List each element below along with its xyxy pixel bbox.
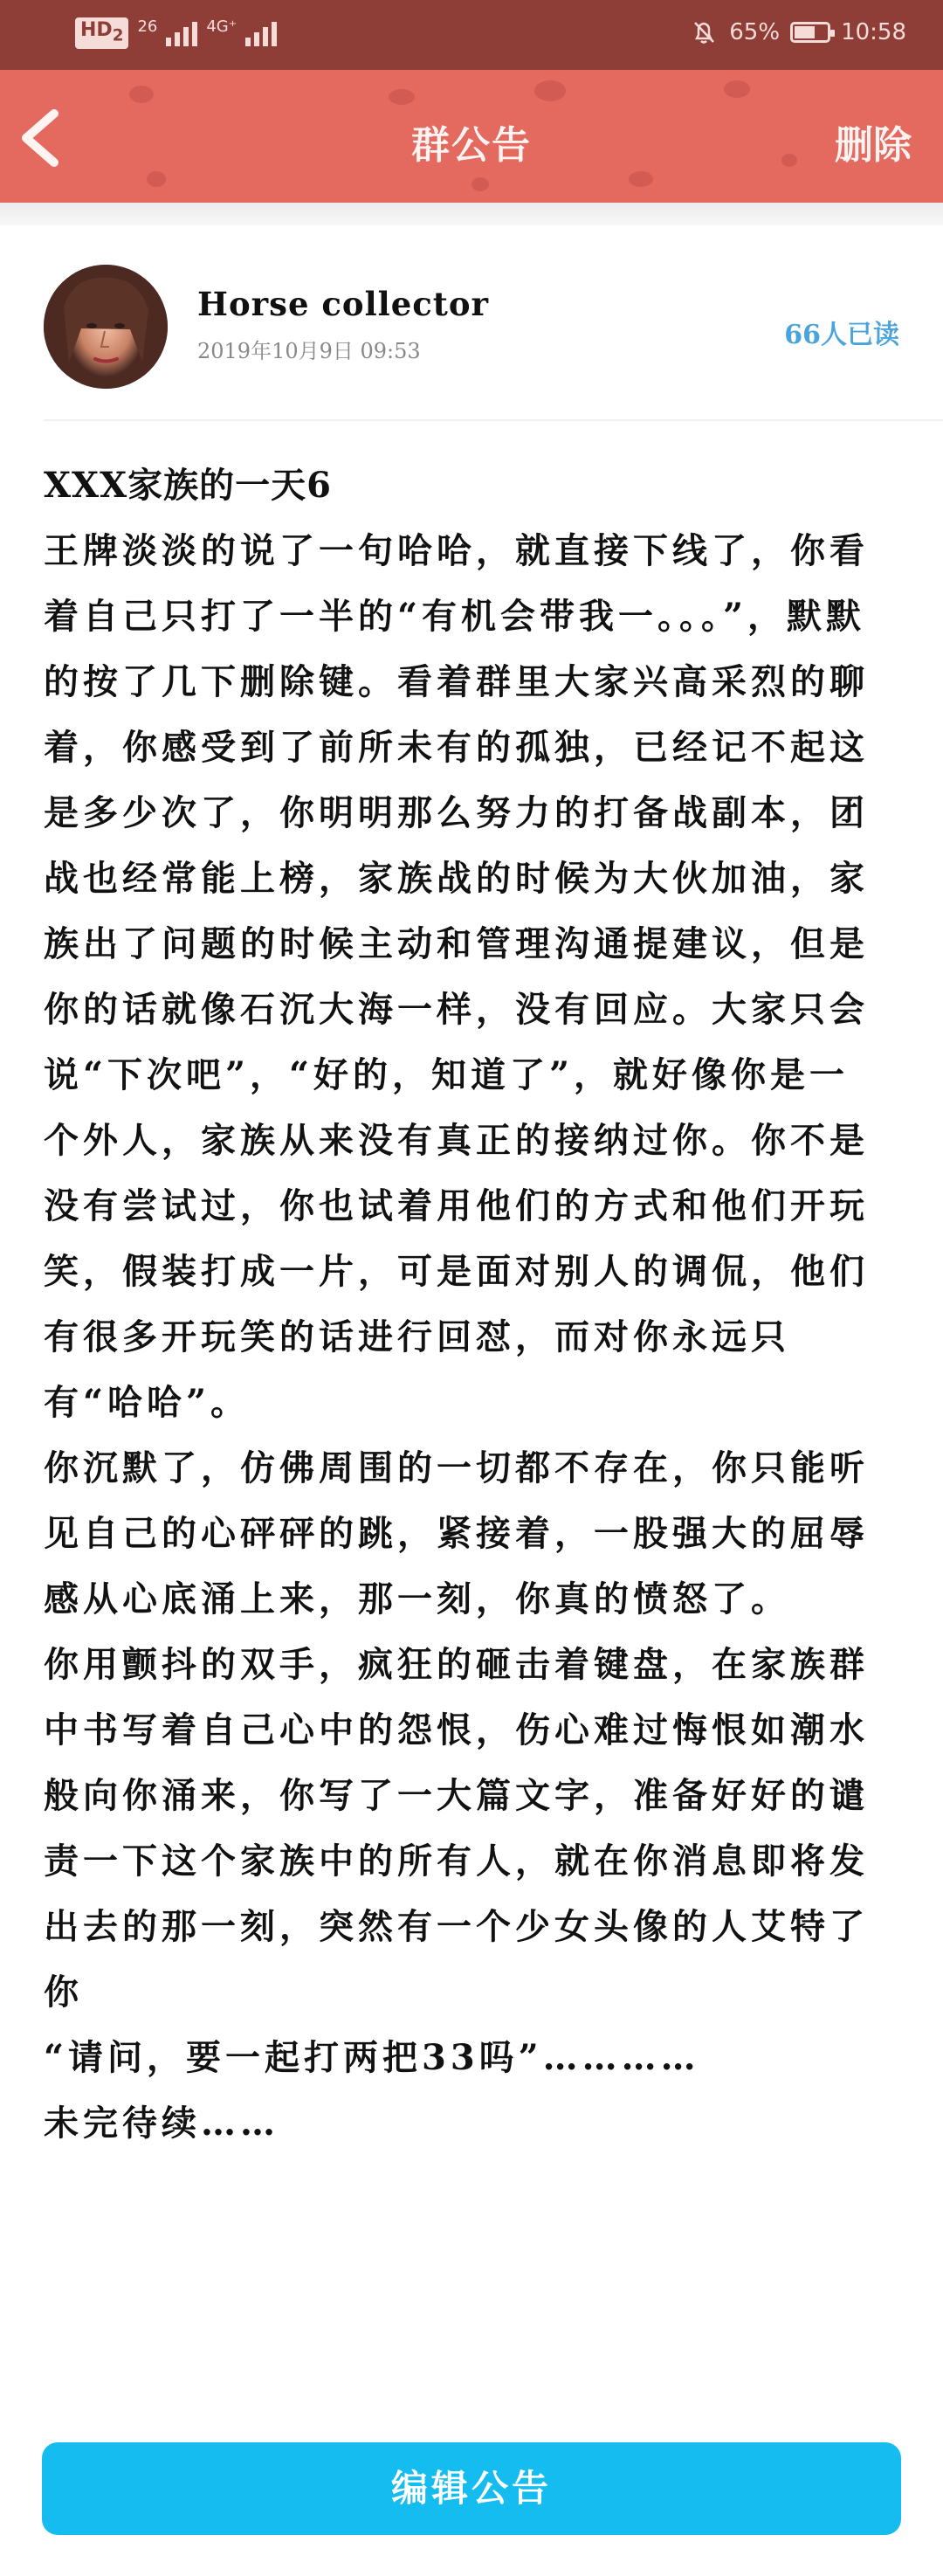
decor-blob [129,86,154,103]
decor-blob [629,171,653,187]
status-left [75,17,277,49]
clock: 10:58 [841,19,906,45]
author-card [0,225,943,421]
paragraph: 未完待续…… [44,2103,279,2144]
silent-bell-icon [689,17,719,47]
battery-fill [795,26,815,38]
battery-percent: 65% [729,19,781,45]
top-area [0,0,943,203]
read-count-link[interactable]: 66人已读 [784,320,899,350]
decor-blob [147,171,166,187]
battery-icon [790,22,830,43]
author-name: Horse collector [197,285,490,323]
announcement-content [44,452,882,2156]
decor-blob [534,80,566,101]
nav-bar [0,70,943,203]
network-label-1: 26 [137,17,158,36]
status-bar [0,0,943,70]
edit-announcement-button[interactable]: 编辑公告 [42,2442,901,2535]
page-title: 群公告 [411,123,532,168]
header-shadow [0,203,943,225]
network-label-2: 4G⁺ [206,17,237,36]
hd-sub: 2 [112,26,124,45]
delete-button[interactable]: 删除 [835,123,912,168]
paragraph: 你用颤抖的双手，疯狂的砸击着键盘，在家族群中书写着自己心中的怨恨，伤心难过悔恨如潮水般向你涌来，你写了一大篇文字，准备好好的谴责一下这个家族中的所有人，就在你消息即将发出去的那一刻，突然有一个少女头像的人艾特了你 [44,1644,869,2013]
decor-blob [724,80,750,98]
post-time: 2019年10月9日 09:53 [197,339,421,363]
decor-blob [472,177,489,191]
hd-badge: HD [80,19,113,41]
status-right [689,17,906,47]
hd-icon [75,17,128,49]
decor-blob [389,89,415,105]
announcement-title: XXX家族的一天6 [44,465,332,506]
divider [44,419,943,421]
signal-icon [166,20,197,46]
avatar[interactable] [44,265,168,389]
paragraph: 你沉默了，仿佛周围的一切都不存在，你只能听见自己的心砰砰的跳，紧接着，一股强大的屈辱感从心底涌上来，那一刻，你真的愤怒了。 [44,1447,869,1619]
paragraph: 王牌淡淡的说了一句哈哈，就直接下线了，你看着自己只打了一半的“有机会带我一。。。”，默默的按了几下删除键。看着群里大家兴高采烈的聊着，你感受到了前所未有的孤独，已经记不起这是多少次了，你明明那么努力的打备战副本，团战也经常能上榜，家族战的时候为大伙加油，家族出了问题的时候主动和管理沟通提建议，但是你的话就像石沉大海一样，没有回应。大家只会说“下次吧”，“好的，知道了”，就好像你是一个外人，家族从来没有真正的接纳过你。你不是没有尝试过，你也试着用他们的方式和他们开玩笑，假装打成一片，可是面对别人的调侃，他们有很多开玩笑的话进行回怼，而对你永远只有“哈哈”。 [44,530,869,1423]
paragraph: “请问，要一起打两把33吗”………… [44,2037,700,2078]
signal-icon [245,20,277,46]
